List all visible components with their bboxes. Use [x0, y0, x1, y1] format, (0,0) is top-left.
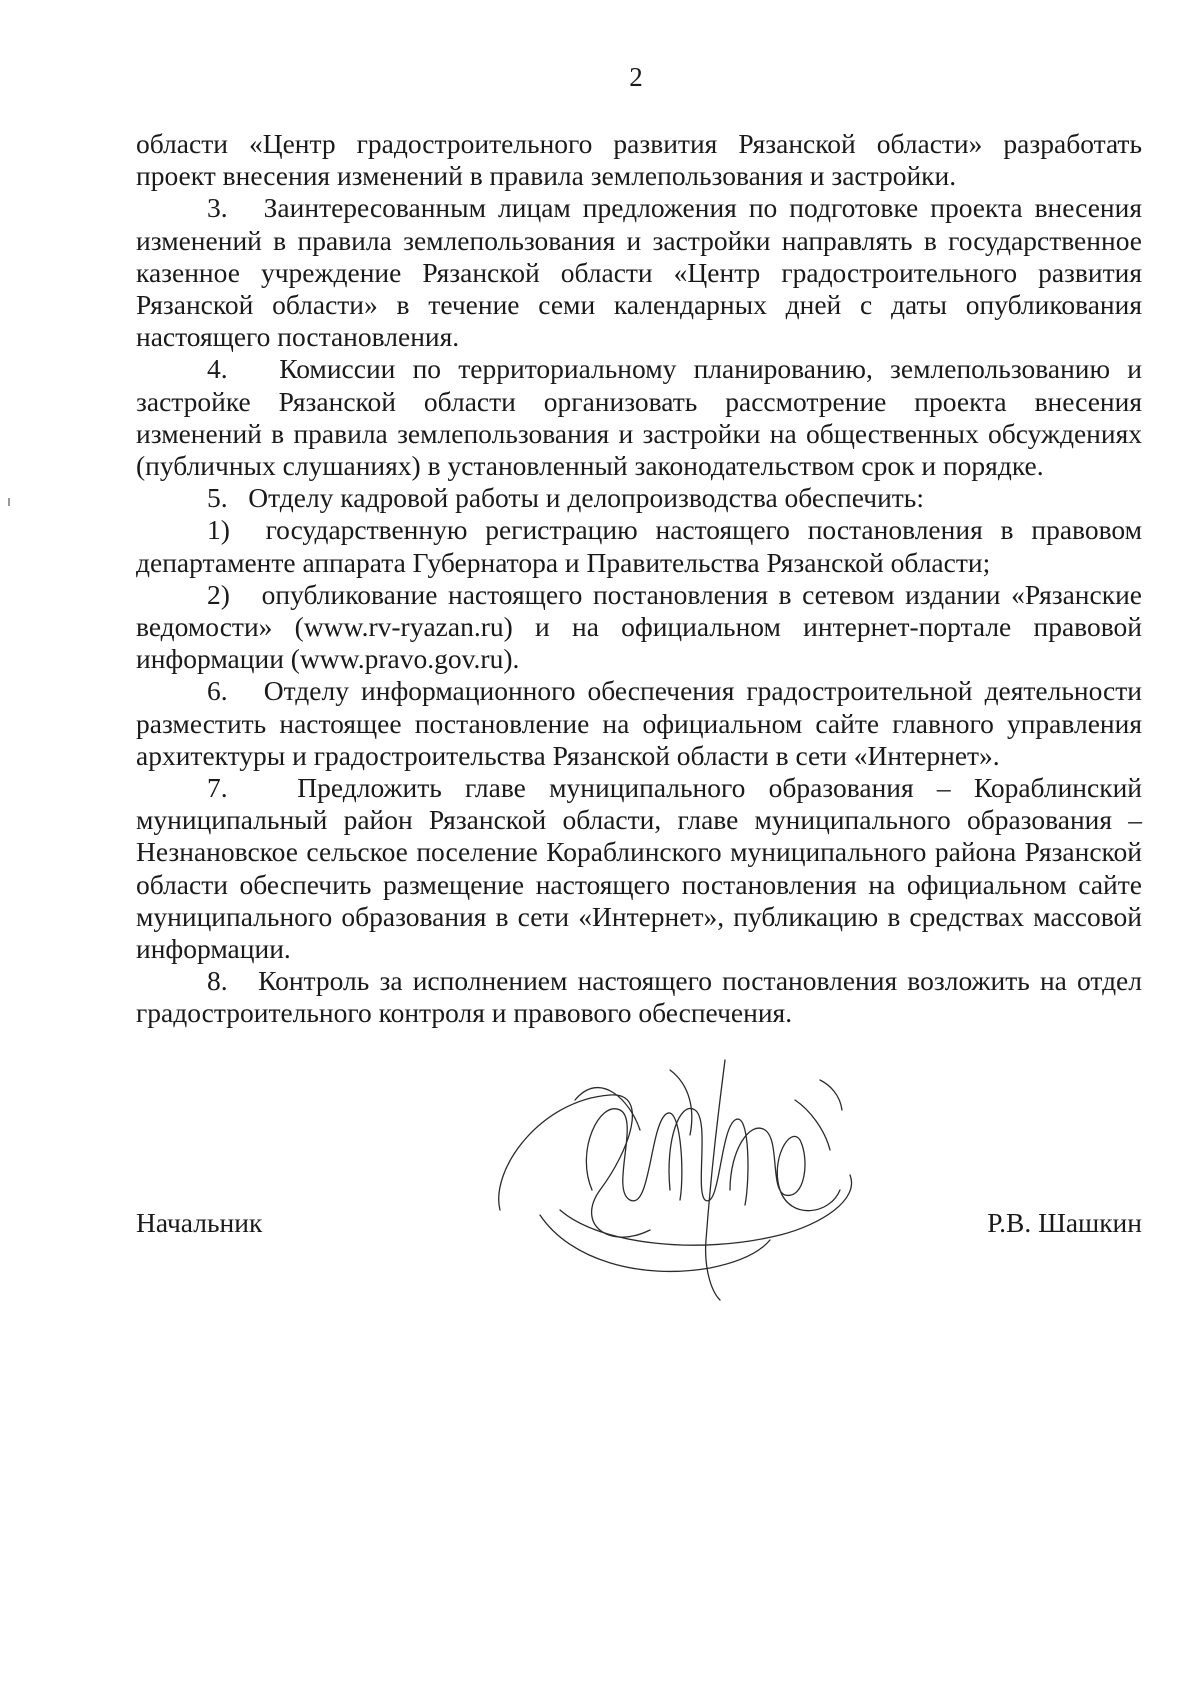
document-body	[136, 128, 1142, 1030]
paragraph-item-4: 4. Комиссии по территориальному планированию, землепользованию и застройке Рязанской области организовать рассмотрение проекта внесения изменений в правила землепользования и застройки на общественных обсуждениях (публичных слушаниях) в установленный законодательством срок и порядке.	[136, 353, 1142, 482]
paragraph-item-5: 5. Отделу кадровой работы и делопроизводства обеспечить:	[207, 482, 924, 514]
signatory-name: Р.В. Шашкин	[987, 1207, 1142, 1238]
paragraph-subitem-1: 1) государственную регистрацию настоящего постановления в правовом департаменте аппарата Губернатора и Правительства Рязанской области;	[136, 514, 1142, 578]
paragraph-item-3: 3. Заинтересованным лицам предложения по подготовке проекта внесения изменений в правила землепользования и застройки направлять в государственное казенное учреждение Рязанской области «Центр градостроительного развития Рязанской области» в течение семи календарных дней с даты опубликования настоящего постановления.	[136, 192, 1142, 353]
paragraph-continuation: области «Центр градостроительного развития Рязанской области» разработать проект внесения изменений в правила землепользования и застройки.	[136, 128, 1142, 192]
page-number: 2	[629, 62, 643, 92]
paragraph-item-7: 7. Предложить главе муниципального образования – Кораблинский муниципальный район Рязанской области, главе муниципального образования – Незнановское сельское поселение Кораблинского муниципального района Рязанской области обеспечить размещение настоящего постановления на официальном сайте муниципального образования в сети «Интернет», публикацию в средствах массовой информации.	[136, 772, 1142, 965]
margin-mark	[8, 498, 10, 506]
signature-block	[136, 1207, 1142, 1247]
paragraph-subitem-2: 2) опубликование настоящего постановления в сетевом издании «Рязанские ведомости» (www.rv-ryazan.ru) и на официальном интернет-портале правовой информации (www.pravo.gov.ru).	[136, 578, 1142, 675]
handwritten-signature	[480, 1040, 900, 1310]
signatory-position: Начальник	[136, 1207, 263, 1238]
paragraph-item-8: 8. Контроль за исполнением настоящего постановления возложить на отдел градостроительного контроля и правового обеспечения.	[136, 965, 1142, 1029]
paragraph-item-6: 6. Отделу информационного обеспечения градостроительной деятельности разместить настоящее постановление на официальном сайте главного управления архитектуры и градостроительства Рязанской области в сети «Интернет».	[136, 675, 1142, 771]
